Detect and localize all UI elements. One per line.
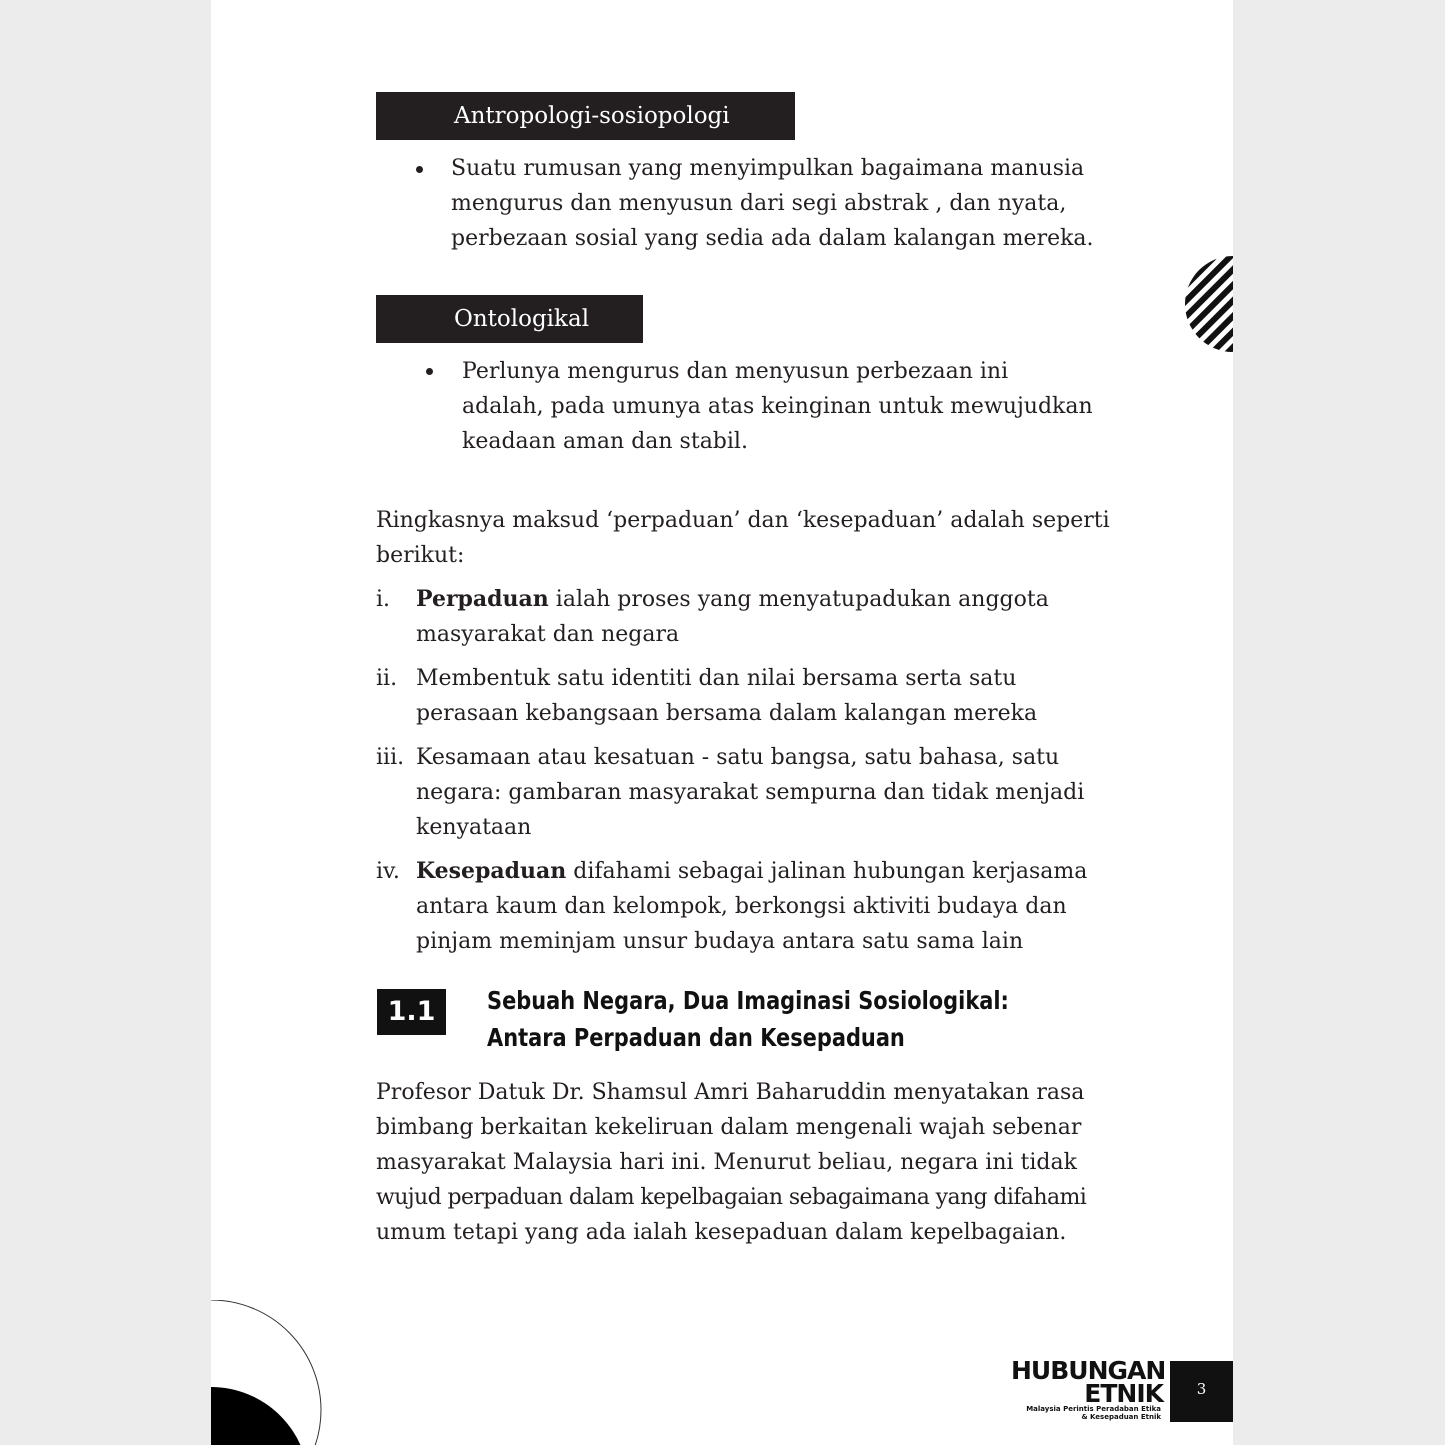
text-line: mengurus dan menyusun dari segi abstrak , dan nyata, <box>451 191 1067 216</box>
bullet-dot <box>426 368 433 375</box>
text-line <box>416 854 1116 889</box>
list-numeral: iii. <box>376 745 405 770</box>
bold-term: Kesepaduan <box>416 858 567 884</box>
brand-logo-line2: ETNIK <box>1084 1379 1163 1408</box>
text-line: Profesor Datuk Dr. Shamsul Amri Baharuddin menyatakan rasa <box>376 1080 1085 1105</box>
text-line: Perlunya mengurus dan menyusun perbezaan ini <box>462 359 1009 384</box>
antropologi-bullet-text <box>451 151 1131 256</box>
list-item <box>416 740 1116 845</box>
text-line: Membentuk satu identiti dan nilai bersama serta satu <box>416 666 1017 691</box>
bold-term: Perpaduan <box>416 586 549 612</box>
text-line <box>416 582 1116 617</box>
document-page <box>211 0 1233 1445</box>
summary-intro <box>376 503 1116 573</box>
page-number: 3 <box>1170 1361 1233 1422</box>
text-line: keadaan aman dan stabil. <box>462 429 748 454</box>
list-item <box>416 661 1116 731</box>
list-item <box>416 582 1116 652</box>
text-line: kenyataan <box>416 815 532 840</box>
title-line: Sebuah Negara, Dua Imaginasi Sosiologikal: <box>487 986 1009 1015</box>
text-line: perbezaan sosial yang sedia ada dalam kalangan mereka. <box>451 226 1094 251</box>
bullet-dot <box>416 166 423 173</box>
text-line: perasaan kebangsaan bersama dalam kalangan mereka <box>416 701 1038 726</box>
text-line: masyarakat Malaysia hari ini. Menurut beliau, negara ini tidak <box>376 1150 1077 1175</box>
label-antropologi: Antropologi-sosiopologi <box>376 92 795 140</box>
text-line: berikut: <box>376 543 465 568</box>
item-text: ialah proses yang menyatupadukan anggota <box>548 587 1049 612</box>
text-line: Kesamaan atau kesatuan - satu bangsa, satu bahasa, satu <box>416 745 1060 770</box>
striped-circle-decoration <box>1181 255 1233 353</box>
text-line: adalah, pada umunya atas keinginan untuk mewujudkan <box>462 394 1093 419</box>
text-line: antara kaum dan kelompok, berkongsi aktiviti budaya dan <box>416 894 1067 919</box>
label-ontologikal: Ontologikal <box>376 295 643 343</box>
text-line: negara: gambaran masyarakat sempurna dan tidak menjadi <box>416 780 1085 805</box>
text-line: bimbang berkaitan kekeliruan dalam mengenali wajah sebenar <box>376 1115 1082 1140</box>
section-number-badge: 1.1 <box>377 989 446 1035</box>
brand-tagline-line1: Malaysia Perintis Peradaban Etika <box>1026 1405 1161 1413</box>
title-line: Antara Perpaduan dan Kesepaduan <box>487 1023 905 1052</box>
text-line: umum tetapi yang ada ialah kesepaduan dalam kepelbagaian. <box>376 1220 1067 1245</box>
text-line: wujud perpaduan dalam kepelbagaian sebagaimana yang difahami <box>376 1185 1087 1210</box>
list-numeral: i. <box>376 587 391 612</box>
section-title <box>487 982 1101 1056</box>
brand-logo-line1: HUBUNGAN <box>1011 1356 1166 1385</box>
ontologikal-bullet-text <box>462 354 1142 459</box>
text-line: masyarakat dan negara <box>416 622 680 647</box>
main-paragraph <box>376 1075 1096 1250</box>
text-line: Ringkasnya maksud ‘perpaduan’ dan ‘kesepaduan’ adalah seperti <box>376 508 1110 533</box>
list-numeral: ii. <box>376 666 398 691</box>
list-item <box>416 854 1116 959</box>
text-line: pinjam meminjam unsur budaya antara satu sama lain <box>416 929 1024 954</box>
text-line: Suatu rumusan yang menyimpulkan bagaimana manusia <box>451 156 1085 181</box>
circle-decoration <box>211 1300 331 1445</box>
brand-tagline-line2: & Kesepaduan Etnik <box>1081 1413 1161 1421</box>
list-numeral: iv. <box>376 859 400 884</box>
item-text: difahami sebagai jalinan hubungan kerjasama <box>566 859 1088 884</box>
